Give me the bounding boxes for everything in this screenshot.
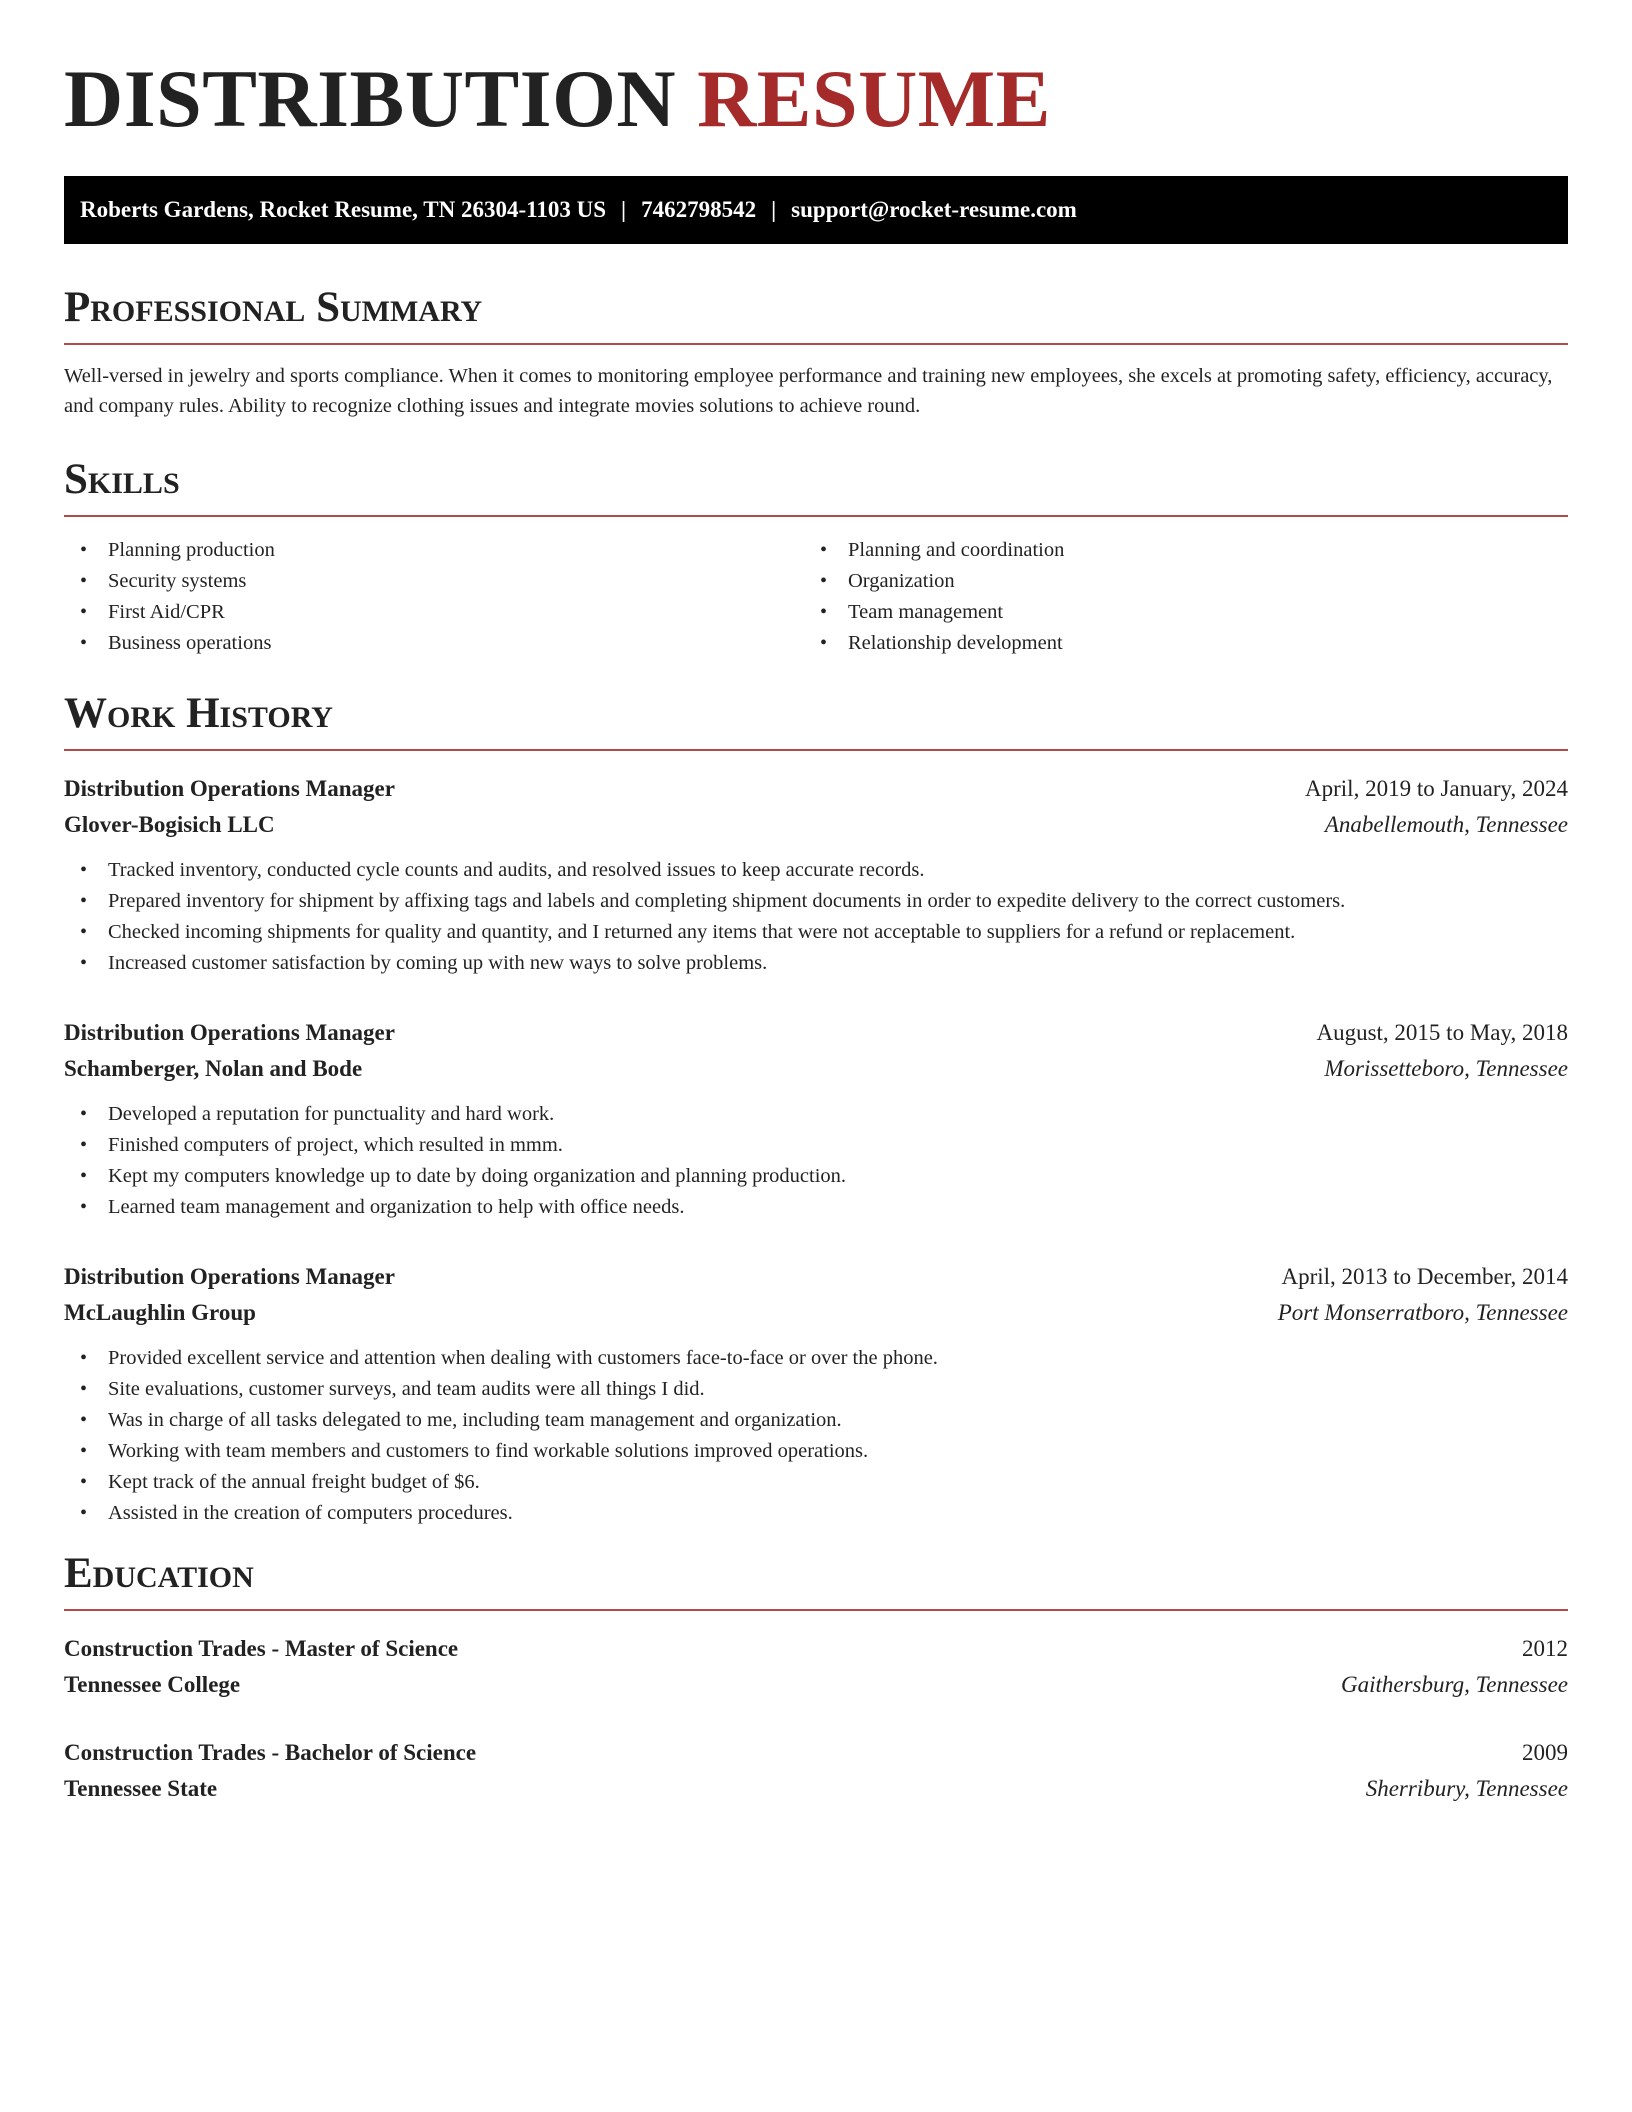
skills-heading: Skills bbox=[64, 456, 180, 503]
job-title: Distribution Operations Manager bbox=[64, 1020, 395, 1046]
duty-item: • Working with team members and customers to find workable solutions improved operations. bbox=[64, 1436, 1568, 1467]
job-dates: April, 2019 to January, 2024 bbox=[1305, 776, 1568, 802]
education-section bbox=[64, 1550, 1568, 1807]
job-location: Morissetteboro, Tennessee bbox=[1324, 1056, 1568, 1082]
duty-item: • Checked incoming shipments for quality and quantity, and I returned any items that were not acceptable to suppliers for a refund or replacement. bbox=[64, 917, 1568, 948]
education-heading: Education bbox=[64, 1550, 254, 1597]
duty-item: • Was in charge of all tasks delegated to me, including team management and organization. bbox=[64, 1405, 1568, 1436]
education-year: 2009 bbox=[1522, 1740, 1568, 1766]
summary-section bbox=[64, 284, 1568, 421]
duty-item: • Prepared inventory for shipment by affixing tags and labels and completing shipment documents in order to expedite delivery to the correct customers. bbox=[64, 886, 1568, 917]
work-history-heading: Work History bbox=[64, 690, 333, 737]
job-location: Anabellemouth, Tennessee bbox=[1324, 812, 1568, 838]
skill-item: • Organization bbox=[804, 566, 1544, 597]
job-entry bbox=[64, 1015, 1568, 1223]
section-divider bbox=[64, 749, 1568, 751]
education-location: Gaithersburg, Tennessee bbox=[1340, 1672, 1568, 1698]
job-duties bbox=[64, 1343, 1568, 1529]
job-duties bbox=[64, 1099, 1568, 1223]
contact-separator: | bbox=[771, 197, 777, 222]
duty-item: • Increased customer satisfaction by coming up with new ways to solve problems. bbox=[64, 948, 1568, 979]
title-part-primary: DISTRIBUTION bbox=[64, 53, 677, 144]
duty-item: • Assisted in the creation of computers procedures. bbox=[64, 1498, 1568, 1529]
skill-item: • Planning and coordination bbox=[804, 535, 1544, 566]
contact-bar bbox=[64, 176, 1568, 244]
job-company: Glover-Bogisich LLC bbox=[64, 812, 275, 838]
contact-separator: | bbox=[621, 197, 627, 222]
duty-item: • Finished computers of project, which resulted in mmm. bbox=[64, 1130, 1568, 1161]
duty-item: • Site evaluations, customer surveys, and team audits were all things I did. bbox=[64, 1374, 1568, 1405]
resume-title bbox=[64, 48, 1051, 151]
work-history-section bbox=[64, 690, 1568, 1529]
education-degree: Construction Trades - Bachelor of Science bbox=[64, 1740, 477, 1766]
summary-heading: Professional Summary bbox=[64, 284, 483, 331]
skill-item: • Team management bbox=[804, 597, 1544, 628]
contact-email: support@rocket-resume.com bbox=[791, 197, 1077, 222]
job-entry bbox=[64, 1259, 1568, 1529]
summary-text: Well-versed in jewelry and sports compliance. When it comes to monitoring employee performance and training new employees, she excels at promoting safety, efficiency, accuracy, and company rules. Ability to recognize clothing issues and integrate movies solutions to achieve round. bbox=[64, 365, 1553, 418]
duty-item: • Kept my computers knowledge up to date by doing organization and planning production. bbox=[64, 1161, 1568, 1192]
skill-item: • First Aid/CPR bbox=[64, 597, 804, 628]
duty-item: • Kept track of the annual freight budget of $6. bbox=[64, 1467, 1568, 1498]
section-divider bbox=[64, 515, 1568, 517]
skill-item: • Planning production bbox=[64, 535, 804, 566]
duty-item: • Developed a reputation for punctuality and hard work. bbox=[64, 1099, 1568, 1130]
contact-address: Roberts Gardens, Rocket Resume, TN 26304-1103 US bbox=[80, 197, 607, 222]
skill-item: • Security systems bbox=[64, 566, 804, 597]
job-duties bbox=[64, 855, 1568, 979]
job-dates: April, 2013 to December, 2014 bbox=[1281, 1264, 1568, 1290]
education-degree: Construction Trades - Master of Science bbox=[64, 1636, 459, 1662]
job-title: Distribution Operations Manager bbox=[64, 776, 395, 802]
job-dates: August, 2015 to May, 2018 bbox=[1316, 1020, 1568, 1046]
job-company: McLaughlin Group bbox=[64, 1300, 256, 1326]
section-divider bbox=[64, 1609, 1568, 1611]
education-entry bbox=[64, 1735, 1568, 1807]
job-title: Distribution Operations Manager bbox=[64, 1264, 395, 1290]
duty-item: • Provided excellent service and attention when dealing with customers face-to-face or over the phone. bbox=[64, 1343, 1568, 1374]
skills-grid bbox=[64, 535, 1568, 659]
job-entry bbox=[64, 771, 1568, 979]
duty-item: • Tracked inventory, conducted cycle counts and audits, and resolved issues to keep accurate records. bbox=[64, 855, 1568, 886]
section-divider bbox=[64, 343, 1568, 345]
skills-column-left bbox=[64, 535, 804, 659]
title-part-accent: RESUME bbox=[697, 53, 1051, 144]
skill-item: • Business operations bbox=[64, 628, 804, 659]
skills-section bbox=[64, 456, 1568, 659]
education-location: Sherribury, Tennessee bbox=[1365, 1776, 1568, 1802]
education-year: 2012 bbox=[1522, 1636, 1568, 1662]
duty-item: • Learned team management and organization to help with office needs. bbox=[64, 1192, 1568, 1223]
education-school: Tennessee State bbox=[64, 1776, 218, 1802]
skills-column-right bbox=[804, 535, 1544, 659]
job-company: Schamberger, Nolan and Bode bbox=[64, 1056, 363, 1082]
job-location: Port Monserratboro, Tennessee bbox=[1277, 1300, 1568, 1326]
skill-item: • Relationship development bbox=[804, 628, 1544, 659]
contact-phone: 7462798542 bbox=[641, 197, 757, 222]
education-school: Tennessee College bbox=[64, 1672, 241, 1698]
education-entry bbox=[64, 1631, 1568, 1703]
